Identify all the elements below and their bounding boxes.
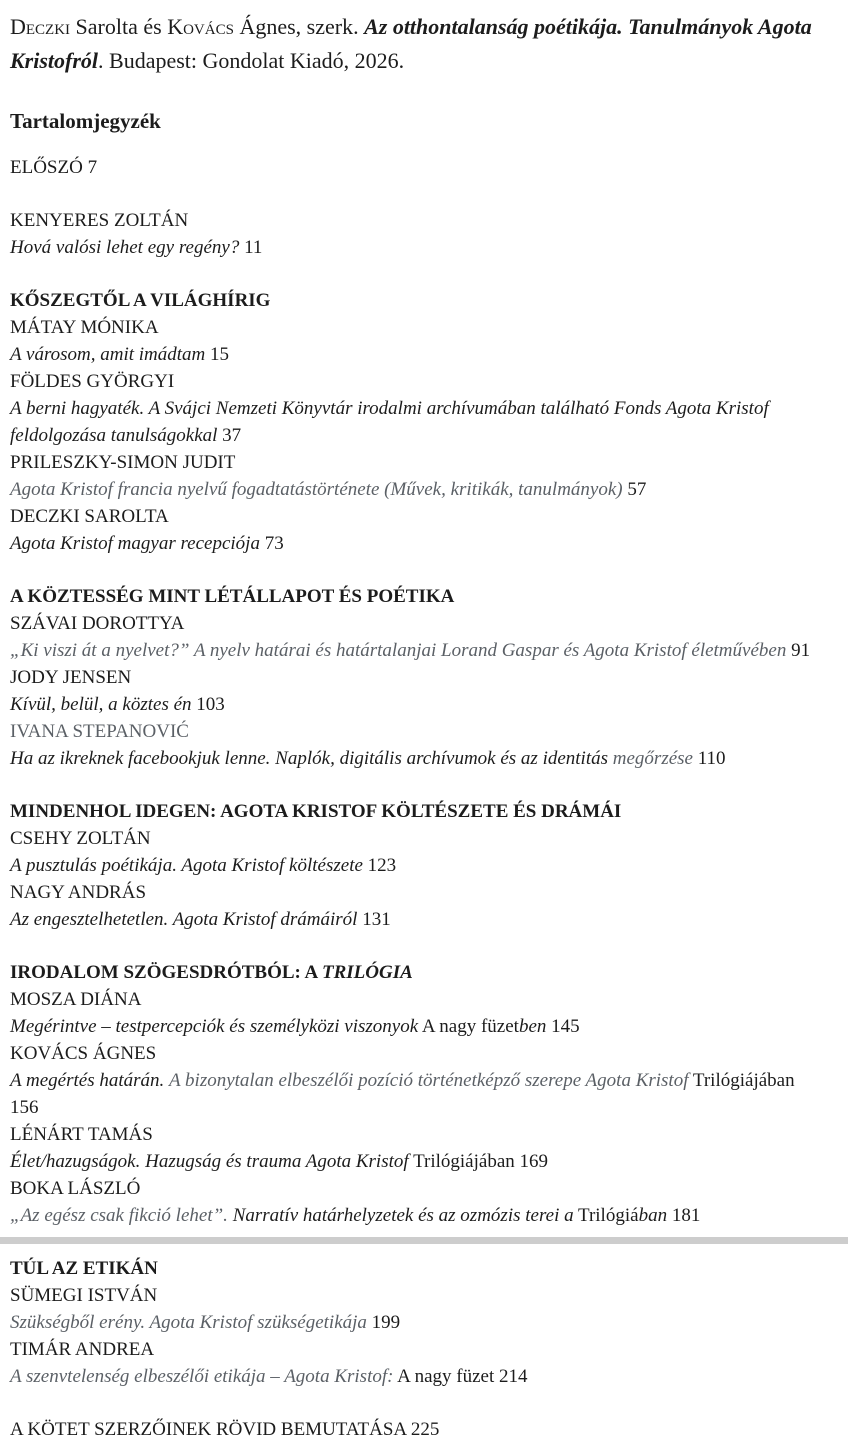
entry-title	[10, 530, 838, 557]
text-run: 123	[362, 855, 397, 876]
text-run: 37	[217, 425, 242, 446]
text-run: „Ki viszi át a nyelvet?” A nyelv határai és határtalanjai Lorand Gaspar és Agota Kristof életművében	[10, 640, 787, 661]
author-name	[10, 664, 838, 691]
text-run: 11	[239, 237, 263, 258]
author-name	[10, 1040, 838, 1067]
entry-title	[10, 1148, 838, 1175]
text-run: Sarolta és	[70, 14, 168, 39]
text-run: 181	[667, 1205, 701, 1226]
text-run: BOKA LÁSZLÓ	[10, 1178, 141, 1199]
text-run: 91	[786, 640, 811, 661]
toc-block	[10, 583, 838, 772]
entry-title	[10, 395, 838, 449]
text-run: Kívül, belül, a köztes én	[10, 694, 192, 715]
author-name	[10, 314, 838, 341]
entry-title	[10, 234, 838, 261]
entry-title	[10, 691, 838, 718]
text-run: JODY JENSEN	[10, 667, 132, 688]
page-bottom-edge	[0, 1237, 848, 1244]
entry-title	[10, 1013, 838, 1040]
text-run: A megértés határán.	[10, 1070, 165, 1091]
table-of-contents	[10, 154, 838, 1443]
author-name	[10, 825, 838, 852]
text-run: FÖLDES GYÖRGYI	[10, 371, 175, 392]
toc-title: Tartalomjegyzék	[10, 109, 161, 133]
text-run: A pusztulás poétikája. Agota Kristof költészete	[10, 855, 363, 876]
entry-title	[10, 906, 838, 933]
text-run: 57	[622, 479, 647, 500]
section-heading	[10, 798, 838, 825]
text-run: A KÖZTESSÉG MINT LÉTÁLLAPOT ÉS POÉTIKA	[10, 586, 455, 607]
text-run: Megérintve – testpercepciók és személyközi viszonyok	[10, 1016, 419, 1037]
author-name	[10, 207, 838, 234]
text-run: ben	[518, 1016, 547, 1037]
text-run: IRODALOM SZÖGESDRÓTBÓL: A	[10, 962, 322, 983]
text-run: Agota Kristof magyar recepciója	[10, 533, 260, 554]
text-run: . Budapest: Gondolat Kiadó, 2026.	[98, 48, 405, 73]
text-run: SZÁVAI DOROTTYA	[10, 613, 185, 634]
text-run: ban	[638, 1205, 668, 1226]
entry-title	[10, 1202, 838, 1229]
author-name	[10, 1282, 838, 1309]
text-run: 199	[366, 1312, 401, 1333]
entry-title	[10, 341, 838, 368]
text-run: Élet/hazugságok. Hazugság és trauma Agota Kristof	[10, 1151, 409, 1172]
entry-title	[10, 1309, 838, 1336]
author-name	[10, 1121, 838, 1148]
text-run: Kovács	[167, 14, 234, 39]
toc-block	[10, 1255, 838, 1390]
text-run: Trilógiá	[573, 1205, 639, 1226]
author-name	[10, 610, 838, 637]
toc-entry	[10, 1416, 838, 1443]
text-run: 15	[205, 344, 230, 365]
toc-block	[10, 154, 838, 181]
text-run: Trilógiájában 169	[408, 1151, 549, 1172]
text-run: TRILÓGIA	[321, 962, 413, 983]
text-run: 156	[10, 1097, 39, 1118]
text-run: LÉNÁRT TAMÁS	[10, 1124, 153, 1145]
text-run: Ha az ikreknek facebookjuk lenne. Naplók, digitális archívumok és az identitás	[10, 748, 613, 769]
text-run: Ágnes, szerk.	[233, 14, 365, 39]
toc-block	[10, 798, 838, 933]
text-run: TIMÁR ANDREA	[10, 1339, 155, 1360]
text-run: Trilógiájában	[688, 1070, 795, 1091]
text-run: PRILESZKY-SIMON JUDIT	[10, 452, 236, 473]
toc-entry	[10, 154, 838, 181]
author-name	[10, 1336, 838, 1363]
entry-title	[10, 637, 838, 664]
entry-title	[10, 476, 838, 503]
text-run: TÚL AZ ETIKÁN	[10, 1258, 158, 1279]
text-run: ELŐSZÓ 7	[10, 157, 98, 178]
text-run: DECZKI SAROLTA	[10, 506, 169, 527]
text-run: NAGY ANDRÁS	[10, 882, 147, 903]
text-run: Az engesztelhetetlen. Agota Kristof drámáiról	[10, 909, 358, 930]
text-run: megőrzése	[612, 748, 693, 769]
text-run: A berni hagyaték. A Svájci Nemzeti Könyvtár irodalmi archívumában található Fonds Agota Kristof feldolgozása tanulságokkal	[10, 398, 769, 446]
entry-title	[10, 745, 838, 772]
text-run: A városom, amit imádtam	[10, 344, 206, 365]
text-run: MOSZA DIÁNA	[10, 989, 142, 1010]
text-run: KENYERES ZOLTÁN	[10, 210, 189, 231]
text-run: Narratív határhelyzetek és az ozmózis terei a	[232, 1205, 574, 1226]
section-heading	[10, 1255, 838, 1282]
author-name	[10, 503, 838, 530]
text-run: MÁTAY MÓNIKA	[10, 317, 159, 338]
text-run: 131	[357, 909, 391, 930]
text-run: A KÖTET SZERZŐINEK RÖVID BEMUTATÁSA 225	[10, 1419, 440, 1440]
entry-title	[10, 1363, 838, 1390]
author-name	[10, 986, 838, 1013]
citation	[10, 10, 838, 78]
toc-block	[10, 959, 838, 1229]
text-run: MINDENHOL IDEGEN: AGOTA KRISTOF KÖLTÉSZETE ÉS DRÁMÁI	[10, 801, 622, 822]
text-run: CSEHY ZOLTÁN	[10, 828, 151, 849]
text-run: Agota Kristof francia nyelvű fogadtatástörténete (Művek, kritikák, tanulmányok)	[10, 479, 623, 500]
section-heading	[10, 287, 838, 314]
author-name	[10, 449, 838, 476]
text-run: A nagy füzet 214	[393, 1366, 528, 1387]
text-run: 103	[191, 694, 225, 715]
text-run: A bizonytalan elbeszélői pozíció történetképző szerepe Agota Kristof	[169, 1070, 689, 1091]
text-run: Szükségből erény. Agota Kristof szükségetikája	[10, 1312, 367, 1333]
section-heading	[10, 583, 838, 610]
entry-title	[10, 1067, 838, 1121]
text-run: IVANA STEPANOVIĆ	[10, 721, 189, 742]
entry-title	[10, 852, 838, 879]
text-run: KŐSZEGTŐL A VILÁGHÍRIG	[10, 290, 271, 311]
text-run: „Az egész csak fikció lehet”.	[10, 1205, 228, 1226]
text-run: SÜMEGI ISTVÁN	[10, 1285, 158, 1306]
text-run: A nagy füzet	[418, 1016, 519, 1037]
toc-block	[10, 1416, 838, 1443]
text-run: Deczki	[10, 14, 71, 39]
author-name	[10, 1175, 838, 1202]
text-run: 145	[546, 1016, 580, 1037]
author-name	[10, 368, 838, 395]
author-name	[10, 879, 838, 906]
text-run: Hová valósi lehet egy regény?	[10, 237, 240, 258]
author-name	[10, 718, 838, 745]
text-run: Az otthontalanság poétikája. Tanulmányok Agota Kristofról	[10, 14, 812, 73]
text-run: KOVÁCS ÁGNES	[10, 1043, 157, 1064]
text-run: 110	[692, 748, 726, 769]
toc-block	[10, 207, 838, 261]
text-run: A szenvtelenség elbeszélői etikája – Agota Kristof:	[10, 1366, 394, 1387]
toc-block	[10, 287, 838, 557]
section-heading	[10, 959, 838, 986]
text-run: 73	[259, 533, 284, 554]
